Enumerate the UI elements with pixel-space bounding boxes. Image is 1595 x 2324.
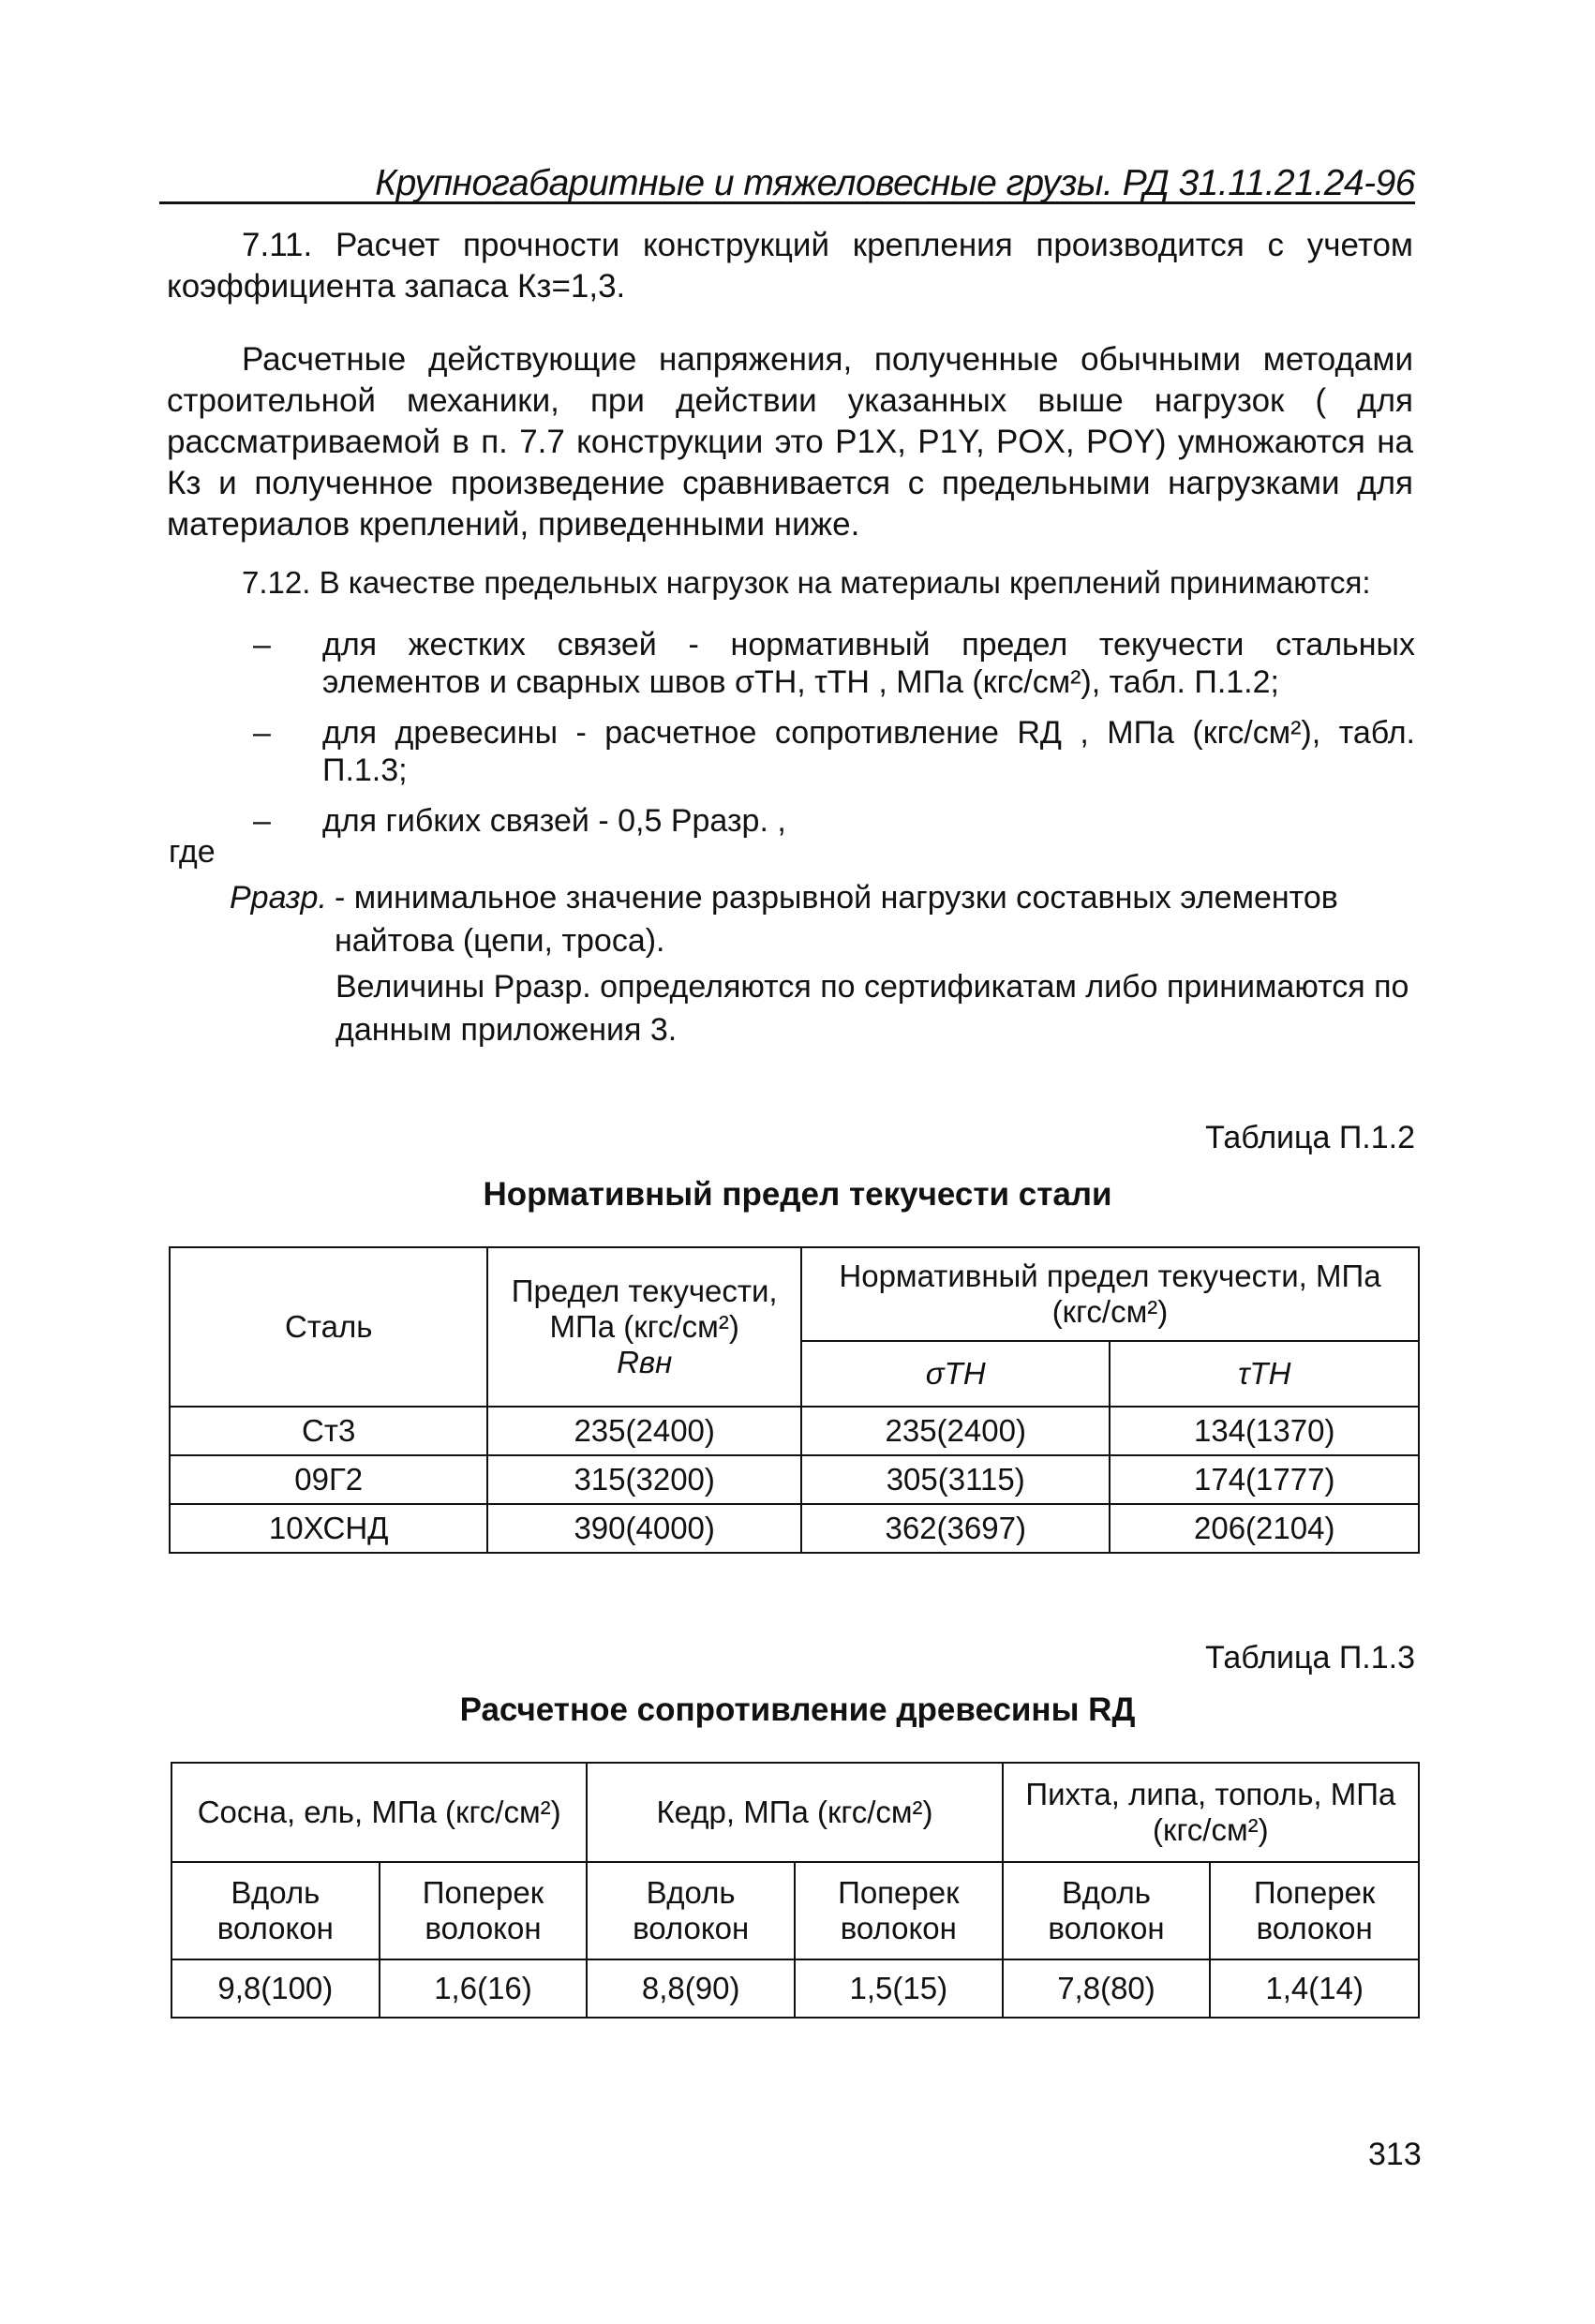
header-steel: Сталь: [170, 1247, 487, 1407]
header-across: Поперек волокон: [795, 1862, 1003, 1959]
cell-value: 1,6(16): [380, 1959, 588, 2018]
list-item-text: для гибких связей - 0,5 Рразр. ,: [322, 803, 786, 839]
table2-title: Расчетное сопротивление древесины RД: [459, 1691, 1136, 1728]
cell-yield: 235(2400): [487, 1407, 801, 1455]
table2-caption: Таблица П.1.3: [1205, 1640, 1415, 1676]
cell-yield: 315(3200): [487, 1455, 801, 1504]
table1-caption: Таблица П.1.2: [1205, 1120, 1415, 1155]
header-yield: [487, 1247, 801, 1407]
cell-tau: 174(1777): [1110, 1455, 1419, 1504]
table-row: [171, 1959, 1419, 2018]
table-row: [170, 1407, 1419, 1455]
list-dash: –: [253, 715, 271, 751]
list-item: [253, 802, 1415, 840]
where-label: где: [169, 834, 216, 870]
cell-steel: 10ХСНД: [170, 1504, 487, 1553]
cell-tau: 134(1370): [1110, 1407, 1419, 1455]
cell-steel: Ст3: [170, 1407, 487, 1455]
steel-yield-table: [169, 1246, 1420, 1554]
header-title: Крупногабаритные и тяжеловесные грузы. РД 31.11.21.24-96: [375, 163, 1415, 203]
list-item-text: для жестких связей - нормативный предел текучести стальных элементов и сварных швов σТН, τТН , МПа (кгс/см²), табл. П.1.2;: [322, 627, 1415, 700]
header-along: Вдоль волокон: [171, 1862, 380, 1959]
header-across: Поперек волокон: [1210, 1862, 1419, 1959]
cell-sigma: 305(3115): [801, 1455, 1111, 1504]
header-along: Вдоль волокон: [1003, 1862, 1211, 1959]
wood-resistance-table: [171, 1762, 1420, 2019]
header-sigma: σТН: [801, 1341, 1111, 1407]
list-item: [253, 626, 1415, 701]
cell-value: 8,8(90): [587, 1959, 795, 2018]
paragraph-7-11: 7.11. Расчет прочности конструкций крепления производится с учетом коэффициента запаса Кз=1,3.: [167, 227, 1413, 305]
header-yield-text: Предел текучести, МПа (кгс/см²): [511, 1274, 778, 1344]
header-normative: Нормативный предел текучести, МПа (кгс/см²): [801, 1247, 1419, 1341]
page-number: 313: [1368, 2137, 1422, 2172]
limit-loads-list: [253, 626, 1415, 853]
table-row: [170, 1455, 1419, 1504]
cell-yield: 390(4000): [487, 1504, 801, 1553]
definition-term: Рразр.: [230, 880, 327, 916]
running-header: [159, 157, 1415, 204]
header-cedar: Кедр, МПа (кгс/см²): [587, 1763, 1002, 1862]
header-fir-linden-poplar: Пихта, липа, тополь, МПа (кгс/см²): [1003, 1763, 1419, 1862]
note-paragraph: Величины Рразр. определяются по сертификатам либо принимаются по данным приложения 3.: [335, 969, 1409, 1048]
paragraph-7-12: 7.12. В качестве предельных нагрузок на материалы креплений принимаются:: [242, 565, 1371, 600]
table-row: [170, 1504, 1419, 1553]
list-dash: –: [253, 627, 271, 663]
cell-steel: 09Г2: [170, 1455, 487, 1504]
table1-title: Нормативный предел текучести стали: [483, 1176, 1112, 1213]
header-rule: [159, 201, 1415, 204]
paragraph-stresses: Расчетные действующие напряжения, полученные обычными методами строительной механики, при действии указанных выше нагрузок ( для рассматриваемой в п. 7.7 конструкции это P1X, P1Y, POX, POY) умножаются на Кз и полученное произведение сравнивается с предельными нагрузками для материалов креплений, приведенными ниже.: [167, 341, 1413, 543]
header-along: Вдоль волокон: [587, 1862, 795, 1959]
cell-tau: 206(2104): [1110, 1504, 1419, 1553]
list-item-text: для древесины - расчетное сопротивление RД , МПа (кгс/см²), табл. П.1.3;: [322, 715, 1415, 788]
cell-sigma: 362(3697): [801, 1504, 1111, 1553]
header-across: Поперек волокон: [380, 1862, 588, 1959]
header-yield-symbol: Rвн: [617, 1345, 673, 1379]
cell-sigma: 235(2400): [801, 1407, 1111, 1455]
list-dash: –: [253, 803, 271, 839]
cell-value: 1,5(15): [795, 1959, 1003, 2018]
definition-text: - минимальное значение разрывной нагрузки составных элементов найтова (цепи, троса).: [335, 880, 1338, 959]
list-item: [253, 714, 1415, 789]
header-pine-spruce: Сосна, ель, МПа (кгс/см²): [171, 1763, 587, 1862]
cell-value: 7,8(80): [1003, 1959, 1211, 2018]
cell-value: 1,4(14): [1210, 1959, 1419, 2018]
cell-value: 9,8(100): [171, 1959, 380, 2018]
definition: [230, 876, 1415, 962]
header-tau: τТН: [1110, 1341, 1419, 1407]
